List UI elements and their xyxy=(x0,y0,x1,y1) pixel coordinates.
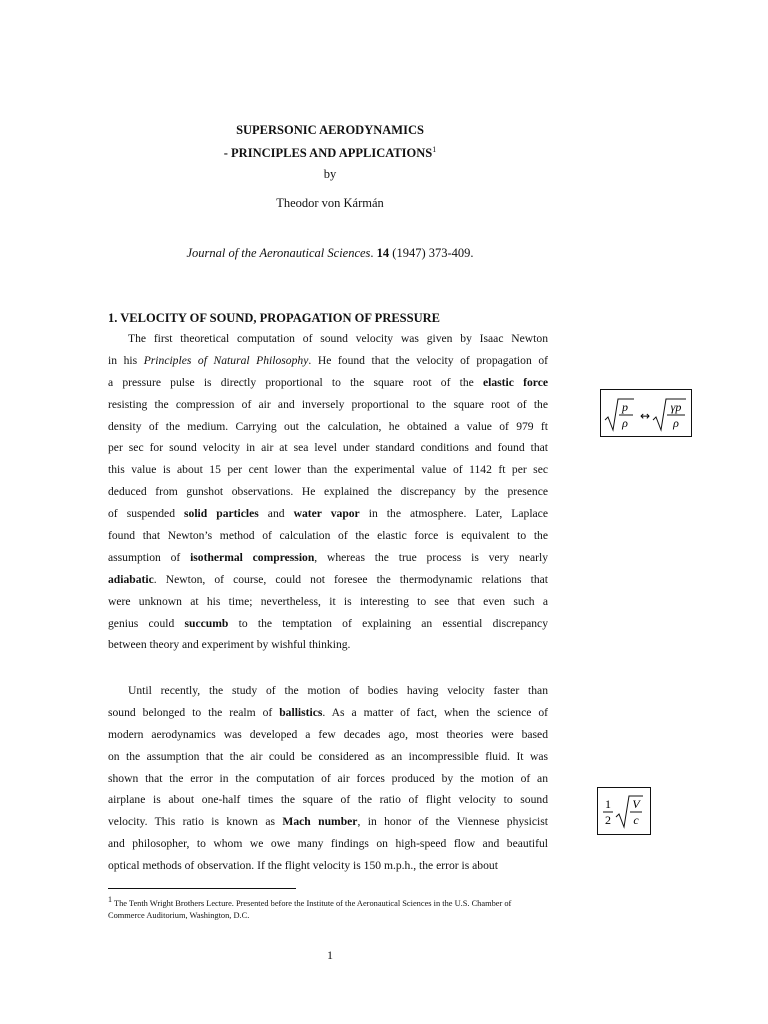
bold-term: Mach number xyxy=(282,815,358,829)
text-run: airplane is about one-half times the square of the ratio of flight velocity to sound xyxy=(108,793,548,807)
formula-num: V xyxy=(632,797,640,811)
formula-half-sqrt xyxy=(598,788,650,834)
text-run: , whereas the true process is very nearly xyxy=(314,550,548,564)
text-run: on the assumption that the air could be considered as an incompressible fluid. It was xyxy=(108,749,548,763)
text-line xyxy=(108,503,548,525)
text-run: deduced from gunshot observations. He explained the discrepancy by the presence xyxy=(108,485,548,499)
text-run: assumption of xyxy=(108,550,191,564)
footnote-rule xyxy=(108,888,296,889)
text-run: of suspended xyxy=(108,507,185,521)
footnote xyxy=(108,894,548,923)
text-run: density of the medium. Carrying out the calculation, he obtained a value of 979 ft xyxy=(108,419,548,433)
footnote-text: The Tenth Wright Brothers Lecture. Presented before the Institute of the Aeronautical Sciences in the U.S. Chamber of Commerce Auditorium, Washington, D.C. xyxy=(108,898,512,921)
bold-term: solid particles xyxy=(184,507,259,521)
text-run: optical methods of observation. If the flight velocity is 150 m.p.h., the error is about xyxy=(108,859,498,873)
text-line xyxy=(108,634,548,656)
text-run: shown that the error in the computation of air forces produced by the motion of an xyxy=(108,771,548,785)
paper-title: SUPERSONIC AERODYNAMICS xyxy=(236,123,424,137)
paragraph-2 xyxy=(108,680,548,877)
footnote-marker: 1 xyxy=(432,145,437,154)
text-run: genius could xyxy=(108,616,185,630)
text-line xyxy=(108,724,548,746)
text-run: between theory and experiment by wishful thinking. xyxy=(108,638,351,652)
text-run: velocity. This ratio is known as xyxy=(108,815,283,829)
formula-den-left: ρ xyxy=(622,416,628,430)
paper-subtitle xyxy=(0,145,660,161)
citation-journal: Journal of the Aeronautical Sciences xyxy=(186,246,371,260)
text-line xyxy=(108,459,548,481)
formula-coef-den: 2 xyxy=(605,813,611,827)
by-line: by xyxy=(323,167,337,181)
formula-coef-num: 1 xyxy=(605,797,611,811)
text-line xyxy=(108,525,548,547)
text-line xyxy=(108,680,548,702)
italic-term: Principles of Natural Philosophy xyxy=(143,353,309,367)
text-line xyxy=(108,569,548,591)
formula-num-right: γp xyxy=(670,400,682,414)
text-line xyxy=(108,437,548,459)
bold-term: isothermal compression xyxy=(190,550,315,564)
citation-volume: 14 xyxy=(376,246,390,260)
text-run: and philosopher, to whom we owe many findings on high-speed flow and beautiful xyxy=(108,837,548,851)
author-name: Theodor von Kármán xyxy=(276,196,384,210)
text-run: , in honor of the Viennese physicist xyxy=(357,815,548,829)
text-run: a pressure pulse is directly proportional to the square root of the xyxy=(108,375,483,389)
citation-separator: . xyxy=(370,246,377,260)
text-run: Until recently, the study of the motion of bodies having velocity faster than xyxy=(128,684,548,697)
text-run: . As a matter of fact, when the science of xyxy=(322,705,548,719)
text-run: to the temptation of explaining an essential discrepancy xyxy=(228,616,549,630)
text-run: . He found that the velocity of propagation of xyxy=(308,353,548,367)
text-line xyxy=(108,811,548,833)
text-line xyxy=(108,591,548,613)
text-run: sound belonged to the realm of xyxy=(108,705,280,719)
text-run: resisting the compression of air and inversely proportional to the square root of the xyxy=(108,397,548,411)
bold-term: ballistics xyxy=(279,705,323,719)
text-line xyxy=(108,613,548,635)
text-run: this value is about 15 per cent lower than the experimental value of 1142 ft per sec xyxy=(108,463,548,477)
bold-term: water vapor xyxy=(293,507,360,521)
citation-pages: (1947) 373-409. xyxy=(389,246,474,260)
text-run: and xyxy=(258,507,294,521)
text-run: modern aerodynamics was developed a few decades ago, most theories were based xyxy=(108,727,548,741)
formula-den-right: ρ xyxy=(673,416,679,430)
citation xyxy=(0,246,660,261)
margin-formula-sound-velocity xyxy=(600,389,692,437)
double-arrow-icon: ↔ xyxy=(639,409,651,423)
text-line xyxy=(108,855,548,877)
footnote-number: 1 xyxy=(108,895,112,904)
text-line xyxy=(108,768,548,790)
bold-term: succumb xyxy=(184,616,229,630)
section-heading: 1. VELOCITY OF SOUND, PROPAGATION OF PRESSURE xyxy=(108,311,440,325)
text-line xyxy=(108,833,548,855)
text-line xyxy=(108,372,548,394)
text-line xyxy=(108,702,548,724)
paragraph-1 xyxy=(108,328,548,656)
text-run: in the atmosphere. Later, Laplace xyxy=(359,507,548,521)
text-line xyxy=(108,328,548,350)
formula-num-left: p xyxy=(622,400,628,414)
text-line xyxy=(108,350,548,372)
bold-term: adiabatic xyxy=(108,572,154,586)
text-run: The first theoretical computation of sound velocity was given by Isaac Newton xyxy=(128,332,548,345)
text-line xyxy=(108,481,548,503)
formula-sqrt-ratio xyxy=(601,390,691,436)
text-line xyxy=(108,746,548,768)
text-line xyxy=(108,789,548,811)
text-line xyxy=(108,416,548,438)
margin-formula-mach-error xyxy=(597,787,651,835)
subtitle-text: - PRINCIPLES AND APPLICATIONS xyxy=(223,146,433,161)
bold-term: elastic force xyxy=(483,375,548,389)
text-run: were unknown at his time; nevertheless, it is interesting to see that even such a xyxy=(108,594,548,608)
text-run: . Newton, of course, could not foresee the thermodynamic relations that xyxy=(153,572,548,586)
text-line xyxy=(108,547,548,569)
text-run: per sec for sound velocity in air at sea level under standard conditions and found that xyxy=(108,441,548,455)
page-number: 1 xyxy=(327,948,333,962)
formula-den: c xyxy=(633,813,639,827)
text-run: found that Newton’s method of calculation of the elastic force is equivalent to the xyxy=(108,529,548,543)
text-run: in his xyxy=(108,353,144,367)
text-line xyxy=(108,394,548,416)
